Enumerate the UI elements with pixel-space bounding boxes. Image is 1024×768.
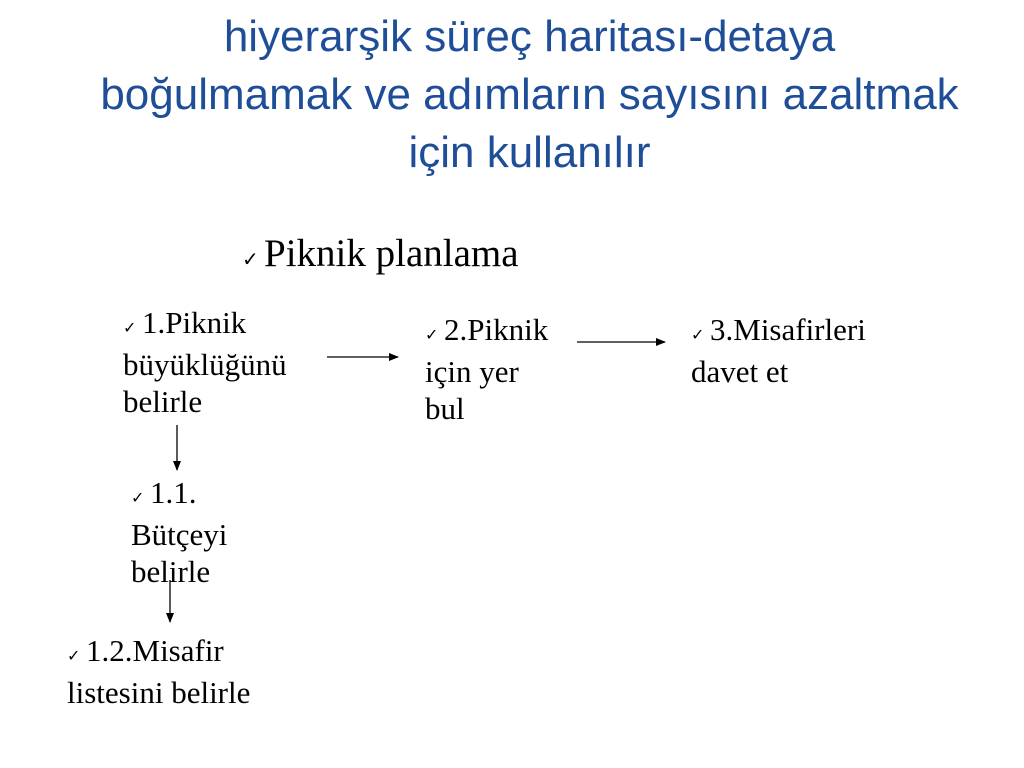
process-node-1 <box>123 304 287 420</box>
process-node-2 <box>425 311 548 427</box>
process-node-1-2 <box>67 632 250 711</box>
node-label-line: Bütçeyi <box>131 517 228 552</box>
node-label-line: 2.Piknik <box>444 312 549 347</box>
node-label-line: 1.1. <box>150 475 197 510</box>
process-node-1-1 <box>131 474 227 590</box>
check-icon: ✓ <box>425 325 439 344</box>
node-label-line: 1.Piknik <box>142 305 247 340</box>
subtitle-text: Piknik planlama <box>264 232 519 275</box>
process-node-3 <box>691 311 866 390</box>
node-label-line: için yer <box>425 354 519 389</box>
title-line-1: hiyerarşik süreç haritası-detaya <box>223 12 836 61</box>
title-line-2: boğulmamak ve adımların sayısını azaltmak <box>100 70 959 119</box>
check-icon: ✓ <box>242 247 259 271</box>
check-icon: ✓ <box>67 646 81 665</box>
node-label-line: 1.2.Misafir <box>86 633 224 668</box>
check-icon: ✓ <box>131 488 145 507</box>
node-label-line: listesini belirle <box>67 675 251 710</box>
node-label-line: belirle <box>123 384 203 419</box>
node-label-line: davet et <box>691 354 789 389</box>
node-label-line: belirle <box>131 554 211 589</box>
title-line-3: için kullanılır <box>408 128 651 177</box>
node-label-line: büyüklüğünü <box>123 347 287 382</box>
slide-title <box>37 8 1022 182</box>
check-icon: ✓ <box>691 325 705 344</box>
node-label-line: bul <box>425 391 465 426</box>
node-label-line: 3.Misafirleri <box>710 312 866 347</box>
check-icon: ✓ <box>123 318 137 337</box>
subtitle <box>242 231 519 282</box>
